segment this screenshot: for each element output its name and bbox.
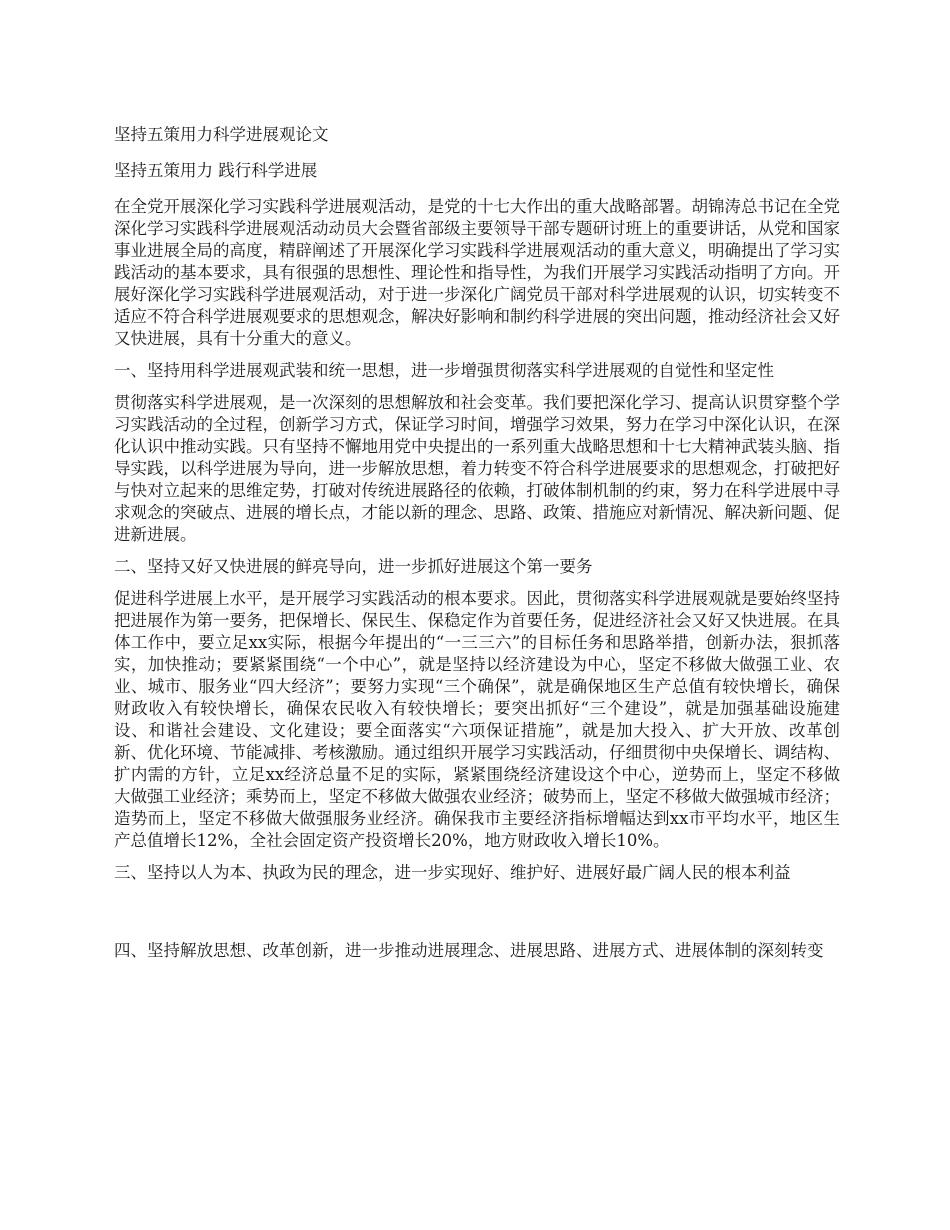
document-title: 坚持五策用力科学进展观论文 (114, 125, 329, 144)
document-page (114, 124, 840, 972)
section-1-heading: 一、坚持用科学进展观武装和统一思想，进一步增强贯彻落实科学进展观的自觉性和坚定性 (114, 361, 774, 380)
section-4-heading: 四、坚持解放思想、改革创新，进一步推动进展理念、进展思路、进展方式、进展体制的深刻转变 (114, 941, 824, 960)
section-1-body: 贯彻落实科学进展观，是一次深刻的思想解放和社会变革。我们要把深化学习、提高认识贯穿整个学习实践活动的全过程，创新学习方式，保证学习时间，增强学习效果，努力在学习中深化认识，在深化认识中推动实践。只有坚持不懈地用党中央提出的一系列重大战略思想和十七大精神武装头脑、指导实践，以科学进展为导向，进一步解放思想，着力转变不符合科学进展要求的思想观念，打破把好与快对立起来的思维定势，打破对传统进展路径的依赖，打破体制机制的约束，努力在科学进展中寻求观念的突破点、进展的增长点，才能以新的理念、思路、政策、措施应对新情况、解决新问题、促进新进展。 (114, 393, 840, 544)
document-subtitle: 坚持五策用力 践行科学进展 (114, 161, 318, 180)
section-3-empty-body (114, 894, 840, 940)
section-2-body: 促进科学进展上水平，是开展学习实践活动的根本要求。因此，贯彻落实科学进展观就是要始终坚持把进展作为第一要务，把保增长、保民生、保稳定作为首要任务，促进经济社会又好又快进展。在具体工作中，要立足xx实际，根据今年提出的“一三三六”的目标任务和思路举措，创新办法，狠抓落实，加快推动；要紧紧围绕“一个中心”，就是坚持以经济建设为中心，坚定不移做大做强工业、农业、城市、服务业“四大经济”；要努力实现“三个确保”，就是确保地区生产总值有较快增长，确保财政收入有较快增长，确保农民收入有较快增长；要突出抓好“三个建设”，就是加强基础设施建设、和谐社会建设、文化建设；要全面落实“六项保证措施”，就是加大投入、扩大开放、改革创新、优化环境、节能减排、考核激励。通过组织开展学习实践活动，仔细贯彻中央保增长、调结构、扩内需的方针，立足xx经济总量不足的实际，紧紧围绕经济建设这个中心，逆势而上，坚定不移做大做强工业经济；乘势而上，坚定不移做大做强农业经济；破势而上，坚定不移做大做强城市经济；造势而上，坚定不移做大做强服务业经济。确保我市主要经济指标增幅达到xx市平均水平，地区生产总值增长12%，全社会固定资产投资增长20%，地方财政收入增长10%。 (114, 589, 840, 850)
section-2-heading: 二、坚持又好又快进展的鲜亮导向，进一步抓好进展这个第一要务 (114, 557, 593, 576)
section-3-heading: 三、坚持以人为本、执政为民的理念，进一步实现好、维护好、进展好最广阔人民的根本利益 (114, 863, 791, 882)
intro-paragraph: 在全党开展深化学习实践科学进展观活动，是党的十七大作出的重大战略部署。胡锦涛总书记在全党深化学习实践科学进展观活动动员大会暨省部级主要领导干部专题研讨班上的重要讲话，从党和国家事业进展全局的高度，精辟阐述了开展深化学习实践科学进展观活动的重大意义，明确提出了学习实践活动的基本要求，具有很强的思想性、理论性和指导性，为我们开展学习实践活动指明了方向。开展好深化学习实践科学进展观活动，对于进一步深化广阔党员干部对科学进展观的认识，切实转变不适应不符合科学进展观要求的思想观念，解决好影响和制约科学进展的突出问题，推动经济社会又好又快进展，具有十分重大的意义。 (114, 197, 840, 348)
